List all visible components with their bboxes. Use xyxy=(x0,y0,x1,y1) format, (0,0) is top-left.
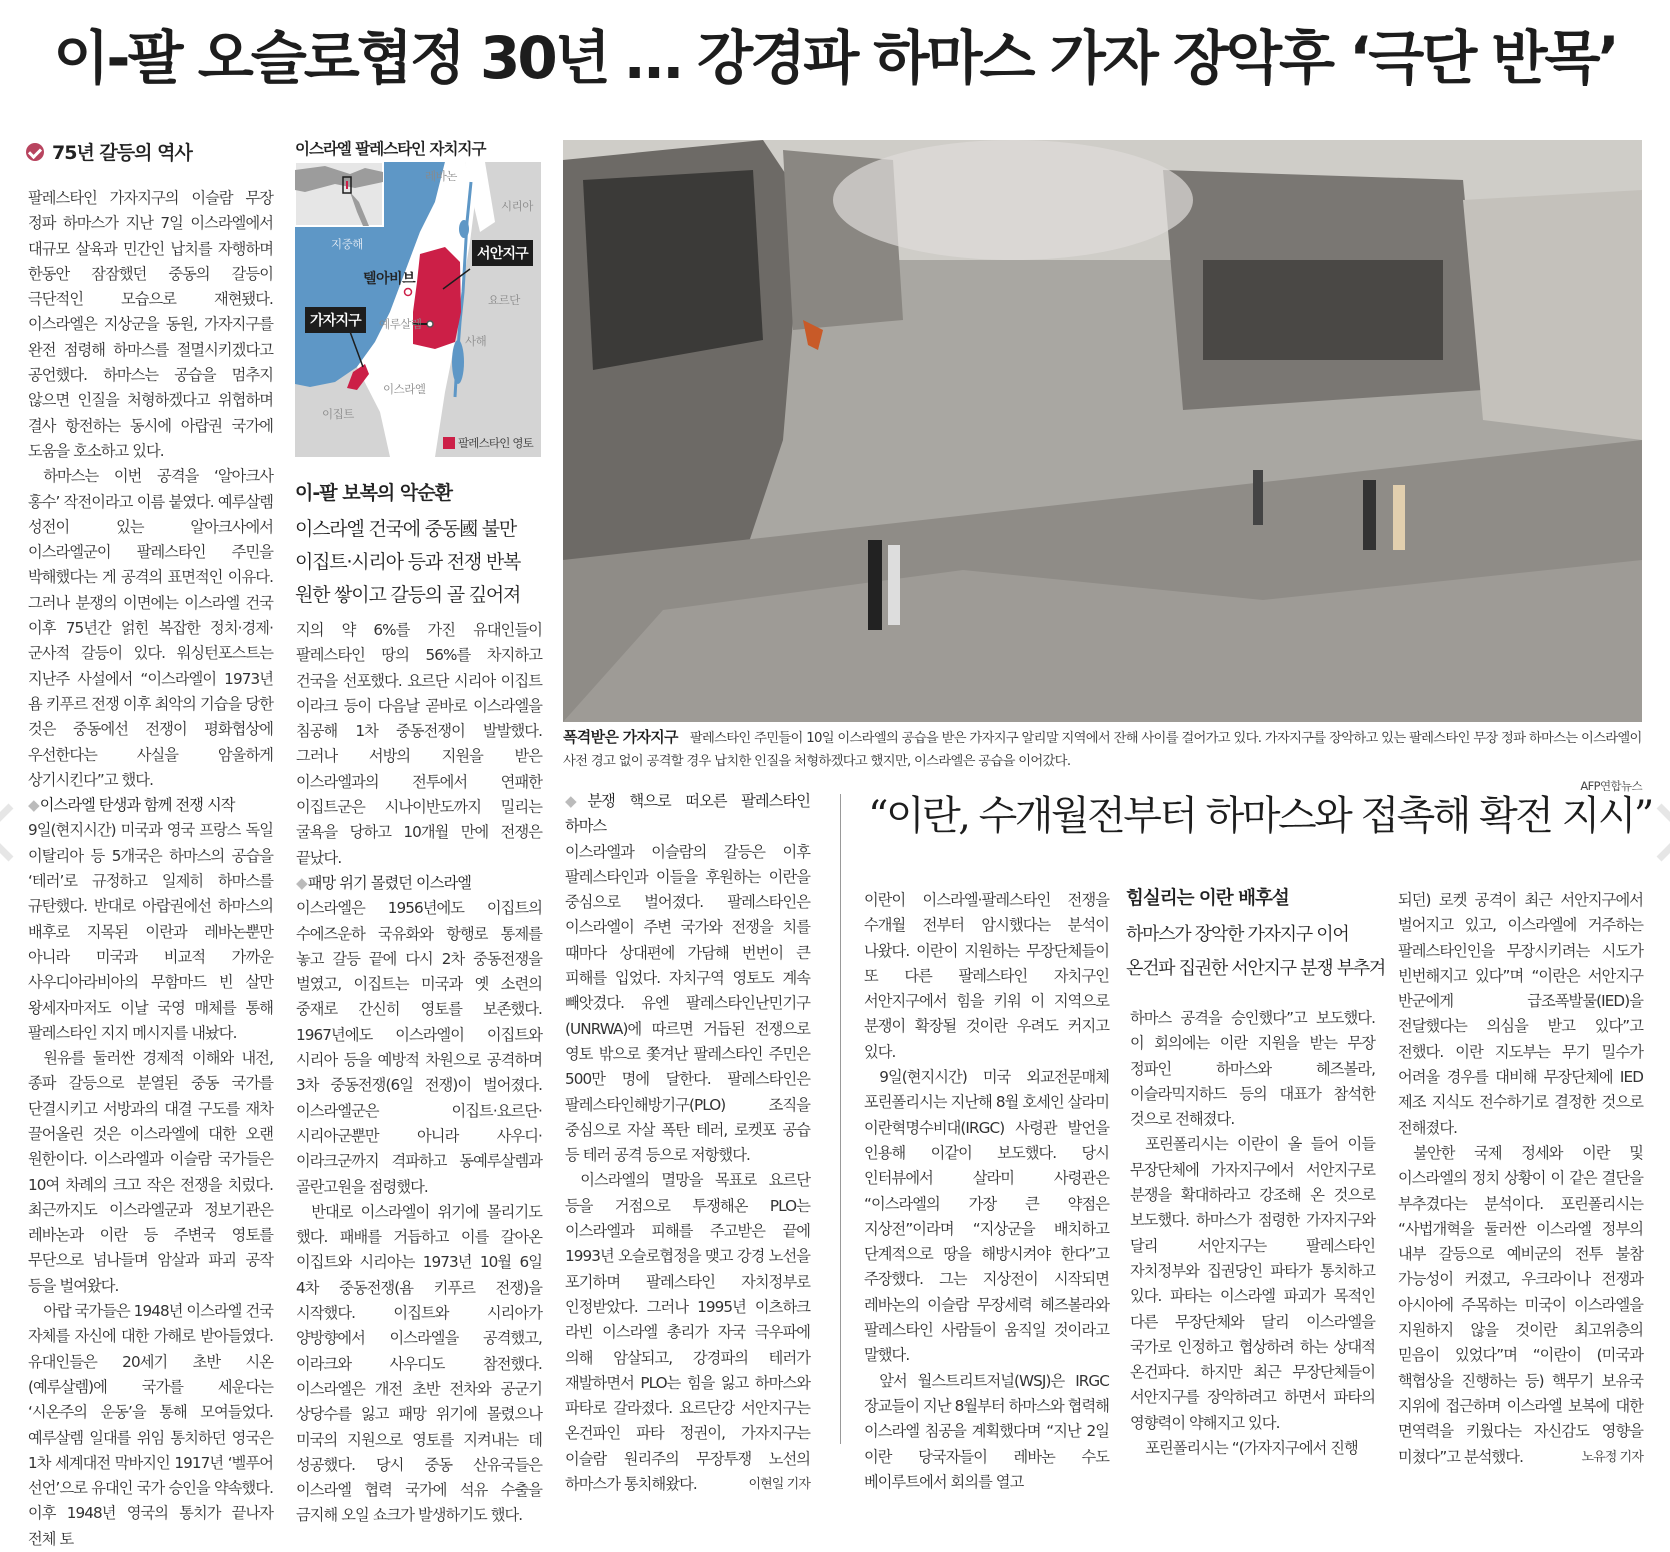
paragraph: 지의 약 6%를 가진 유대인들이 팔레스타인 땅의 56%를 차지하고 건국을 선포했다. 요르단 시리아 이집트 이라크 등이 다음날 곧바로 이스라엘을 침공해 1차 중동전쟁이 발발했다. 그러나 서방의 지원을 받은 이스라엘과의 전투에서 연패한 이집트군은 시나이반도까지 밀리는 굴욕을 당하고 10개월 만에 전쟁은 끝났다. xyxy=(296,621,542,867)
article-column-3 xyxy=(565,789,810,1497)
deck-line: 원한 쌓이고 갈등의 골 깊어져 xyxy=(295,584,521,606)
section-title xyxy=(26,138,192,165)
subsection-title: 이-팔 보복의 악순환 xyxy=(295,482,452,504)
map-title: 이스라엘 팔레스타인 자치지구 xyxy=(295,140,486,158)
subsection-deck xyxy=(295,513,545,612)
map-label-mediterranean: 지중해 xyxy=(331,237,363,251)
gaza-rubble-photo xyxy=(563,140,1642,722)
paragraph: 하마스 공격을 승인했다”고 보도했다. 이 회의에는 이란 지원을 받는 무장 정파인 하마스와 헤즈볼라, 이슬라믹지하드 등의 대표가 참석한 것으로 전해졌다. xyxy=(1130,1009,1375,1129)
article-column-2 xyxy=(296,618,542,1529)
paragraph: 원유를 둘러싼 경제적 이해와 내전, 종파 갈등으로 분열된 중동 국가를 단결시키고 서방과의 대결 구도를 재차 끌어올린 것은 이스라엘에 대한 오랜 원한이다. 이스라엘과 이슬람 국가들은 10여 차례의 크고 작은 전쟁을 치렀다. 최근까지도 이스라엘군과 정보기관은 레바논과 이란 등 주변국 영토를 무단으로 넘나들며 암살과 파괴 공작 등을 벌여왔다. xyxy=(28,1049,273,1295)
byline: 이현일 기자 xyxy=(748,1477,810,1493)
article2-column-a xyxy=(864,888,1109,1495)
paragraph: 포린폴리시는 “(가자지구에서 진행 xyxy=(1145,1439,1358,1458)
map-tag-west-bank: 서안지구 xyxy=(472,240,533,266)
paragraph: 이스라엘과 이슬람의 갈등은 이후 팔레스타인과 이들을 후원하는 이란을 중심으로 벌어졌다. 팔레스타인은 이스라엘이 주변 국가와 전쟁을 치를 때마다 상대편에 가담해 번번이 큰 피해를 입었다. 자치구역 영토도 계속 빼앗겼다. 유엔 팔레스타인난민기구(UNRWA)에 따르면 거듭된 전쟁으로 영토 밖으로 쫓겨난 팔레스타인 주민은 500만 명에 달한다. 팔레스타인은 팔레스타인해방기구(PLO) 조직을 중심으로 자살 폭탄 테러, 로켓포 공습 등 테러 공격 등으로 저항했다. xyxy=(565,842,810,1165)
paragraph: 9일(현지시간) 미국과 영국 프랑스 독일 이탈리아 등 5개국은 하마스의 공습을 ‘테러’로 규정하고 일제히 하마스를 규탄했다. 반대로 아랍권에선 하마스의 배후로 지목된 이란과 레바논뿐만 아니라 미국과 비교적 가까운 사우디아라비아의 무함마드 빈 살만 왕세자마저도 이날 국영 매체를 통해 팔레스타인 지지 메시지를 내놨다. xyxy=(28,821,273,1042)
paragraph: 이란이 이스라엘·팔레스타인 전쟁을 수개월 전부터 암시했다는 분석이 나왔다. 이란이 지원하는 무장단체들이 또 다른 팔레스타인 자치구인 서안지구에서 힘을 키워 이 지역으로 분쟁이 확장될 것이란 우려도 커지고 있다. xyxy=(864,891,1109,1061)
paragraph: 팔레스타인 가자지구의 이슬람 무장 정파 하마스가 지난 7일 이스라엘에서 대규모 살육과 민간인 납치를 자행하며 한동안 잠잠했던 중동의 갈등이 극단적인 모습으로 재현됐다. 이스라엘은 지상군을 동원, 가자지구를 완전 점령해 하마스를 절멸시키겠다고 공언했다. 하마스는 공습을 멈추지 않으면 인질을 처형하겠다고 위협하며 결사 항전하는 동시에 아랍권 국가에 도움을 호소하고 있다. xyxy=(28,189,273,460)
article2-subsection-title: 힘실리는 이란 배후설 xyxy=(1126,888,1289,909)
deck-line: 하마스가 장악한 가자지구 이어 xyxy=(1126,924,1349,945)
map-label-syria: 시리아 xyxy=(501,199,533,213)
paragraph: 되던) 로켓 공격이 최근 서안지구에서 벌어지고 있고, 이스라엘에 거주하는 팔레스타인인을 무장시키려는 시도가 빈번해지고 있다”며 “이란은 서안지구 반군에게 급조폭발물(IED)을 전달했다는 의심을 받고 있다”고 전했다. 이란 지도부는 무기 밀수가 어려울 경우를 대비해 무장단체에 IED 제조 지식도 전수하기로 결정한 것으로 전해졌다. xyxy=(1398,891,1643,1137)
paragraph: 앞서 월스트리트저널(WSJ)은 IRGC 장교들이 지난 8월부터 하마스와 협력해 이스라엘 침공을 계획했다며 “지난 2일 이란 당국자들이 레바논 수도 베이루트에서 회의를 열고 xyxy=(864,1371,1109,1491)
map-tag-gaza: 가자지구 xyxy=(305,307,366,333)
map-label-jordan: 요르단 xyxy=(488,293,520,307)
legend-swatch-icon xyxy=(443,437,455,449)
photo-image xyxy=(563,140,1642,722)
paragraph: 이스라엘은 1956년에도 이집트의 수에즈운하 국유화와 항행로 통제를 놓고 갈등 끝에 다시 2차 중동전쟁을 벌였고, 이집트는 미국과 옛 소련의 중재로 간신히 영토를 보존했다. 1967년에도 이스라엘이 이집트와 시리아 등을 예방적 차원으로 공격하며 3차 중동전쟁(6일 전쟁)이 벌어졌다. 이스라엘군은 이집트·요르단·시리아군뿐만 아니라 사우디·이라크군까지 격파하고 동예루살렘과 골란고원을 점령했다. xyxy=(296,899,542,1196)
map-label-tel-aviv: 텔아비브 xyxy=(363,271,416,287)
legend-label: 팔레스타인 영토 xyxy=(457,436,533,450)
byline: 노유정 기자 xyxy=(1581,1449,1643,1465)
main-headline: 이-팔 오슬로협정 30년 … 강경파 하마스 가자 장악후 ‘극단 반목’ xyxy=(53,24,1617,92)
article2-deck xyxy=(1126,918,1396,986)
paragraph: 반대로 이스라엘이 위기에 몰리기도 했다. 패배를 거듭하고 이를 갈아온 이집트와 시리아는 1973년 10월 6일 4차 중동전쟁(욤 키푸르 전쟁)을 시작했다. 이집트와 시리아가 양방향에서 이스라엘을 공격했고, 이라크와 사우디도 참전했다. 이스라엘은 개전 초반 전차와 공군기 상당수를 잃고 패망 위기에 몰렸으나 미국의 지원으로 영토를 지켜내는 데 성공했다. 당시 중동 산유국들은 이스라엘 협력 국가에 석유 수출을 금지해 오일 쇼크가 발생하기도 했다. xyxy=(296,1202,542,1525)
paragraph: 포린폴리시는 이란이 올 들어 이들 무장단체에 가자지구에서 서안지구로 분쟁을 확대하라고 강조해 온 것으로 보도했다. 하마스가 점령한 가자지구와 달리 서안지구는 팔레스타인 자치정부와 집권당인 파타가 통치하고 있다. 파타는 이스라엘 파괴가 목적인 다른 무장단체와 달리 이스라엘을 국가로 인정하고 협상하려 하는 상대적 온건파다. 하지만 최근 무장단체들이 서안지구를 장악하려고 하면서 파타의 영향력이 약해지고 있다. xyxy=(1130,1135,1375,1432)
israel-palestine-map xyxy=(295,162,541,457)
deck-line: 이집트·시리아 등과 전쟁 반복 xyxy=(295,551,521,573)
deck-line: 온건파 집권한 서안지구 분쟁 부추겨 xyxy=(1126,958,1386,979)
section-marker: ◆ 패망 위기 몰렸던 이스라엘 xyxy=(296,871,542,896)
photo-caption xyxy=(563,726,1642,773)
map-legend xyxy=(443,435,533,451)
paragraph: 불안한 국제 정세와 이란 및 이스라엘의 정치 상황이 이 같은 결단을 부추겼다는 분석이다. 포린폴리시는 “사법개혁을 둘러싼 이스라엘 정부의 내부 갈등으로 예비군의 전투 불참 가능성이 커졌고, 우크라이나 전쟁과 아시아에 주목하는 미국이 이스라엘을 지원하지 않을 것이란 최고위층의 믿음이 있었다”며 “이란이 (미국과 핵협상을 진행하는 등) 핵무기 보유국 지위에 접근하며 이스라엘 보복에 대한 면역력을 키웠다는 자신감도 영향을 미쳤다”고 분석했다. 노유정 기자 xyxy=(1398,1141,1643,1470)
article2-column-c xyxy=(1398,888,1643,1470)
paragraph: 9일(현지시간) 미국 외교전문매체 포린폴리시는 지난해 8월 호세인 살라미 이란혁명수비대(IRGC) 사령관 발언을 인용해 이같이 보도했다. 당시 인터뷰에서 살라미 사령관은 “이스라엘의 가장 큰 약점은 지상전”이라며 “지상군을 배치하고 단계적으로 땅을 해방시켜야 한다”고 주장했다. 그는 지상전이 시작되면 레바논의 이슬람 무장세력 헤즈볼라와 팔레스타인 사람들이 움직일 것이라고 말했다. xyxy=(864,1068,1109,1365)
section-marker: ◆ 분쟁 핵으로 떠오른 팔레스타인 하마스 xyxy=(565,789,810,840)
paragraph: 하마스는 이번 공격을 ‘알아크사 홍수’ 작전이라고 이름 붙였다. 예루살렘 성전이 있는 알아크사에서 이스라엘군이 팔레스타인 주민을 박해했다는 게 공격의 표면적인 이유다. 그러나 분쟁의 이면에는 이스라엘 건국 이후 75년간 얽힌 복잡한 정치·경제·군사적 갈등이 있다. 워싱턴포스트는 지난주 사설에서 “이스라엘이 1973년 욤 키푸르 전쟁 이후 최악의 기습을 당한 것은 중동에선 전쟁이 평화협상에 우선한다는 사실을 암울하게 상기시킨다”고 했다. xyxy=(28,467,273,789)
article-column-1 xyxy=(28,186,273,1552)
section-marker: ◆ 이스라엘 탄생과 함께 전쟁 시작 xyxy=(28,793,273,818)
deck-line: 이스라엘 건국에 중동國 불만 xyxy=(295,518,517,540)
photo-credit: AFP연합뉴스 xyxy=(1580,779,1642,793)
map-label-dead-sea: 사해 xyxy=(465,334,487,348)
article2-column-b xyxy=(1130,1006,1375,1461)
column-divider xyxy=(840,794,841,1444)
check-icon xyxy=(26,143,44,161)
caption-text: 팔레스타인 주민들이 10일 이스라엘의 공습을 받은 가자지구 알리말 지역에서 잔해 사이를 걸어가고 있다. 가자지구를 장악하고 있는 팔레스타인 무장 정파 하마스는 이스라엘이 사전 경고 없이 공격할 경우 납치한 인질을 처형하겠다고 했지만, 이스라엘은 공습을 이어갔다. xyxy=(563,731,1642,769)
paragraph: 이스라엘의 멸망을 목표로 요르단 등을 거점으로 투쟁해온 PLO는 이스라엘과 피해를 주고받은 끝에 1993년 오슬로협정을 맺고 강경 노선을 포기하며 팔레스타인 자치정부로 인정받았다. 그러나 1995년 이츠하크 라빈 이스라엘 총리가 자국 극우파에 의해 암살되고, 강경파의 테러가 재발하면서 PLO는 힘을 잃고 하마스와 파타로 갈라졌다. 요르단강 서안지구는 온건파인 파타 정권이, 가자지구는 이슬람 원리주의 무장투쟁 노선의 하마스가 통치해왔다. 이현일 기자 xyxy=(565,1168,810,1497)
section-title-text: 75년 갈등의 역사 xyxy=(52,142,192,164)
map-label-egypt: 이집트 xyxy=(322,407,354,421)
caption-title: 폭격받은 가자지구 xyxy=(563,728,678,746)
paragraph: 아랍 국가들은 1948년 이스라엘 건국 자체를 자신에 대한 가해로 받아들였다. 유대인들은 20세기 초반 시온(예루살렘)에 국가를 세운다는 ‘시온주의 운동’을 통해 모여들었다. 예루살렘 일대를 위임 통치하던 영국은 1차 세계대전 막바지인 1917년 ‘벨푸어 선언’으로 유대인 국가 승인을 약속했다. 이후 1948년 영국의 통치가 끝나자 전체 토 xyxy=(28,1302,273,1548)
article2-headline: “이란, 수개월전부터 하마스와 접촉해 확전 지시” xyxy=(868,793,1652,839)
map-label-jerusalem: 예루살렘 xyxy=(379,317,422,331)
map-label-lebanon: 레바논 xyxy=(425,169,457,183)
map-label-israel: 이스라엘 xyxy=(383,382,426,396)
